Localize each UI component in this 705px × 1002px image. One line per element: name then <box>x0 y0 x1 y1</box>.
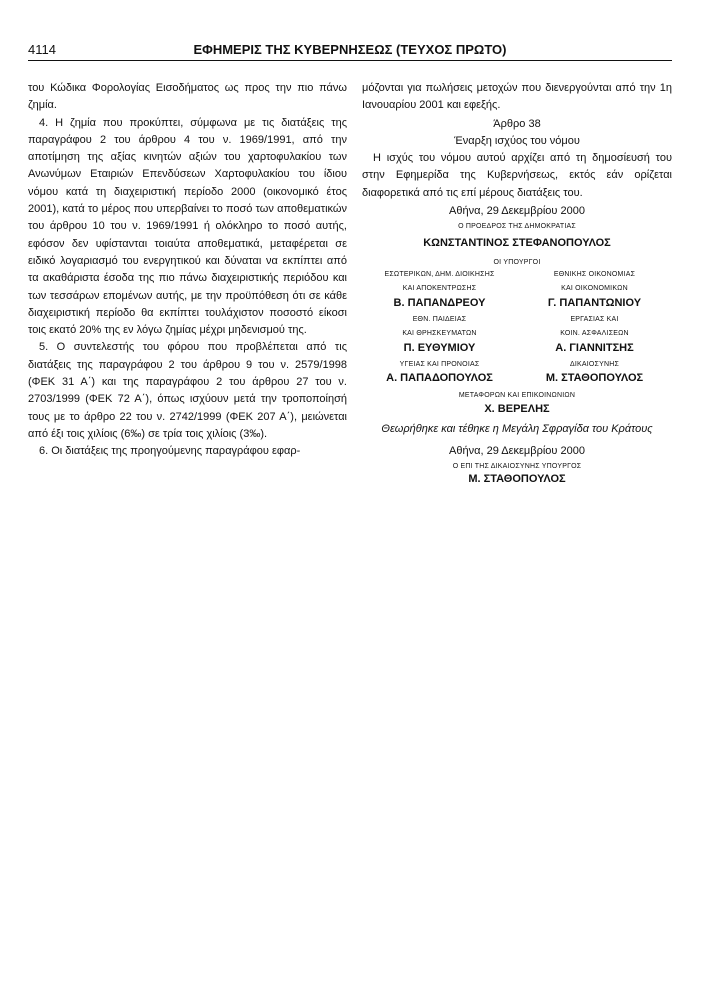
minister-block <box>517 359 672 387</box>
minister-name: Α. ΠΑΠΑΔΟΠΟΥΛΟΣ <box>386 372 493 385</box>
paragraph: 4. Η ζημία που προκύπτει, σύμφωνα με τις διατάξεις της παραγράφου 2 του άρθρου 4 του ν. 1969/1991, από την αποτίμηση της αξίας κινητών αξιών του χαρτοφυλακίου των Ανωνύμων Εταιριών Επενδύσεων Χαρτοφυλακίου του ίδιου νόμου κατά τη διαχειριστική περίοδο 2000 (οικονομικό έτος 2001), κατά το μέρος που υπερβαίνει το ποσό των αποθεματικών του άρθρου 10 του ν. 1969/1991 ή ολόκληρο το ποσό αυτής, εφόσον δεν υφίστανται τοιαύτα αποθεματικά, μεταφέρεται σε ειδικό λογαριασμό του ενεργητικού και δύναται να εκπίπτει από τα ακαθάριστα έσοδα της πιο πάνω διαχειριστικής περιόδου και των τεσσάρων επομένων αυτής, με την προϋπόθεση ότι σε κάθε διαχειριστική περίοδο θα εκπίπτει τουλάχιστον ποσοστό είκοσι τοις εκατό 20% της εν λόγω ζημίας μέχρι μηδενισμού της. <box>28 116 347 337</box>
paragraph: του Κώδικα Φορολογίας Εισοδήματος ως προς την πιο πάνω ζημία. <box>28 82 347 112</box>
ministers-row <box>362 314 672 357</box>
president-title: Ο ΠΡΟΕΔΡΟΣ ΤΗΣ ΔΗΜΟΚΡΑΤΙΑΣ <box>458 223 576 231</box>
minister-name: Β. ΠΑΠΑΝΔΡΕΟΥ <box>393 297 486 310</box>
minister-name: Α. ΓΙΑΝΝΙΤΣΗΣ <box>555 342 634 355</box>
minister-name: Γ. ΠΑΠΑΝΤΩΝΙΟΥ <box>547 297 642 310</box>
minister-role: ΚΑΙ ΘΡΗΣΚΕΥΜΑΤΩΝ <box>402 330 477 338</box>
minister-name: Μ. ΣΤΑΘΟΠΟΥΛΟΣ <box>545 372 644 385</box>
paragraph: 5. Ο συντελεστής του φόρου που προβλέπεται από τις διατάξεις της παραγράφου 2 του άρθρου 9 του ν. 2579/1998 (ΦΕΚ 31 Α΄) και της παραγράφου 2 του άρθρου 27 του ν. 2703/1999 (ΦΕΚ 72 Α΄), όπως ισχύουν μετά την τροποποίησή τους με το άρθρο 22 του ν. 2742/1999 (ΦΕΚ 207 Α΄), μειώνεται από έξι τοις χιλίοις (6‰) σε τρία τοις χιλίοις (3‰). <box>28 341 347 440</box>
paragraph: μόζονται για πωλήσεις μετοχών που διενεργούνται από την 1η Ιανουαρίου 2001 και εφεξής. <box>362 82 672 112</box>
ministers-label: ΟΙ ΥΠΟΥΡΓΟΙ <box>493 259 541 267</box>
ministers-row <box>362 269 672 312</box>
minister-role: ΚΟΙΝ. ΑΣΦΑΛΙΣΕΩΝ <box>560 330 629 338</box>
minister-name: Χ. ΒΕΡΕΛΗΣ <box>484 403 550 416</box>
minister-block <box>517 314 672 357</box>
page-header <box>28 40 672 61</box>
page-title: ΕΦΗΜΕΡΙΣ ΤΗΣ ΚΥΒΕΡΝΗΣΕΩΣ (ΤΕΥΧΟΣ ΠΡΩΤΟ) <box>193 42 507 57</box>
ministers-row <box>362 359 672 387</box>
minister-block <box>362 269 517 312</box>
minister-block <box>362 314 517 357</box>
justice-minister-title: Ο ΕΠΙ ΤΗΣ ΔΙΚΑΙΟΣΥΝΗΣ ΥΠΟΥΡΓΟΣ <box>452 462 582 470</box>
seal-line: Θεωρήθηκε και τέθηκε η Μεγάλη Σφραγίδα του Κράτους <box>381 423 653 436</box>
gazette-page <box>28 40 672 485</box>
right-column <box>362 80 672 487</box>
minister-block <box>362 359 517 387</box>
left-column <box>28 80 347 461</box>
minister-role: ΕΣΩΤΕΡΙΚΩΝ, ΔΗΜ. ΔΙΟΙΚΗΣΗΣ <box>384 271 495 279</box>
minister-name: Π. ΕΥΘΥΜΙΟΥ <box>403 342 476 355</box>
minister-role: ΚΑΙ ΑΠΟΚΕΝΤΡΩΣΗΣ <box>402 285 477 293</box>
president-name: ΚΩΝΣΤΑΝΤΙΝΟΣ ΣΤΕΦΑΝΟΠΟΥΛΟΣ <box>423 237 611 250</box>
minister-block <box>517 269 672 312</box>
article-subtitle: Έναρξη ισχύος του νόμου <box>454 134 580 147</box>
minister-role: ΚΑΙ ΟΙΚΟΝΟΜΙΚΩΝ <box>561 285 628 293</box>
article-title: Άρθρο 38 <box>493 117 541 130</box>
minister-role: ΕΘΝ. ΠΑΙΔΕΙΑΣ <box>412 316 467 324</box>
minister-role: ΜΕΤΑΦΟΡΩΝ ΚΑΙ ΕΠΙΚΟΙΝΩΝΙΩΝ <box>458 392 576 400</box>
minister-role: ΕΘΝΙΚΗΣ ΟΙΚΟΝΟΜΙΑΣ <box>553 271 636 279</box>
date-line: Αθήνα, 29 Δεκεμβρίου 2000 <box>449 205 585 218</box>
date-line: Αθήνα, 29 Δεκεμβρίου 2000 <box>449 444 585 457</box>
justice-minister-name: Μ. ΣΤΑΘΟΠΟΥΛΟΣ <box>468 472 566 485</box>
page-number: 4114 <box>28 42 56 57</box>
minister-role: ΥΓΕΙΑΣ ΚΑΙ ΠΡΟΝΟΙΑΣ <box>399 361 480 369</box>
minister-role: ΔΙΚΑΙΟΣΥΝΗΣ <box>570 361 619 369</box>
minister-role: ΕΡΓΑΣΙΑΣ ΚΑΙ <box>570 316 619 324</box>
minister-block <box>362 390 672 418</box>
paragraph: 6. Οι διατάξεις της προηγούμενης παραγράφου εφαρ- <box>39 445 301 458</box>
paragraph: Η ισχύς του νόμου αυτού αρχίζει από τη δημοσίευσή του στην Εφημερίδα της Κυβερνήσεως, εκτός εάν ορίζεται διαφορετικά από τις επί μέρους διατάξεις του. <box>362 152 672 199</box>
